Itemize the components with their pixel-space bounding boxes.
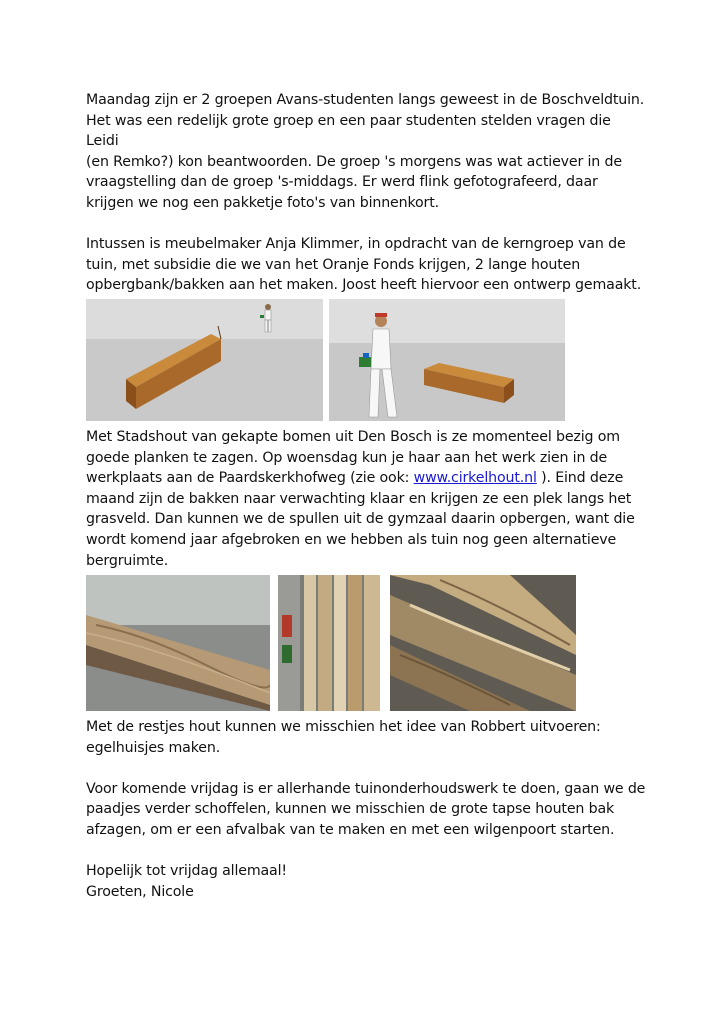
closing-line: Hopelijk tot vrijdag allemaal! <box>86 863 287 880</box>
text-line: Voor komende vrijdag is er allerhande tuinonderhoudswerk te doen, gaan we de <box>86 780 646 797</box>
text-line: wordt komend jaar afgebroken en we hebben als tuin nog geen alternatieve <box>86 531 617 548</box>
wood-logs-photo <box>390 575 576 711</box>
text-segment: werkplaats aan de Paardskerkhofweg (zie ook: <box>86 470 414 487</box>
text-line: Met Stadshout van gekapte bomen uit Den Bosch is ze momenteel bezig om <box>86 428 620 445</box>
text-line: bergruimte. <box>86 552 169 569</box>
wood-plank-photo <box>86 575 270 711</box>
paragraph-1 <box>86 90 646 214</box>
signature-line: Groeten, Nicole <box>86 883 194 900</box>
document-page <box>86 90 646 902</box>
paragraph-5 <box>86 779 646 841</box>
text-line: tuin, met subsidie die we van het Oranje Fonds krijgen, 2 lange houten <box>86 256 581 273</box>
wood-photos-row <box>86 575 646 715</box>
text-segment: ). Eind deze <box>536 470 624 487</box>
text-line: Maandag zijn er 2 groepen Avans-studenten langs geweest in de Boschveldtuin. <box>86 92 645 108</box>
text-line: (en Remko?) kon beantwoorden. De groep 's morgens was wat actiever in de <box>86 153 622 170</box>
text-line: paadjes verder schoffelen, kunnen we misschien de grote tapse houten bak <box>86 801 615 818</box>
text-line: opbergbank/bakken aan het maken. Joost heeft hiervoor een ontwerp gemaakt. <box>86 277 642 294</box>
wood-planks-stacked-photo <box>278 575 380 711</box>
paragraph-2 <box>86 234 646 296</box>
text-line: egelhuisjes maken. <box>86 739 221 756</box>
cirkelhout-link[interactable]: www.cirkelhout.nl <box>413 470 537 487</box>
text-line-with-link <box>86 468 646 489</box>
design-images-row <box>86 299 646 425</box>
text-line: grasveld. Dan kunnen we de spullen uit de gymzaal daarin opbergen, want die <box>86 511 635 528</box>
text-line: Intussen is meubelmaker Anja Klimmer, in opdracht van de kerngroep van de <box>86 236 626 253</box>
text-line: krijgen we nog een pakketje foto's van binnenkort. <box>86 194 440 211</box>
design-render-person-image <box>329 299 565 421</box>
text-line: Met de restjes hout kunnen we misschien het idee van Robbert uitvoeren: <box>86 719 601 736</box>
design-render-bench-image <box>86 299 323 421</box>
text-line: afzagen, om er een afvalbak van te maken en met een wilgenpoort starten. <box>86 822 615 839</box>
text-line: Het was een redelijk grote groep en een paar studenten stelden vragen die Leidi <box>86 112 611 150</box>
text-line: vraagstelling dan de groep 's-middags. Er werd flink gefotografeerd, daar <box>86 174 598 191</box>
text-line: maand zijn de bakken naar verwachting klaar en krijgen ze een plek langs het <box>86 490 632 507</box>
paragraph-4 <box>86 717 646 758</box>
paragraph-3 <box>86 427 646 571</box>
text-line: goede planken te zagen. Op woensdag kun je haar aan het werk zien in de <box>86 449 608 466</box>
closing <box>86 861 646 902</box>
